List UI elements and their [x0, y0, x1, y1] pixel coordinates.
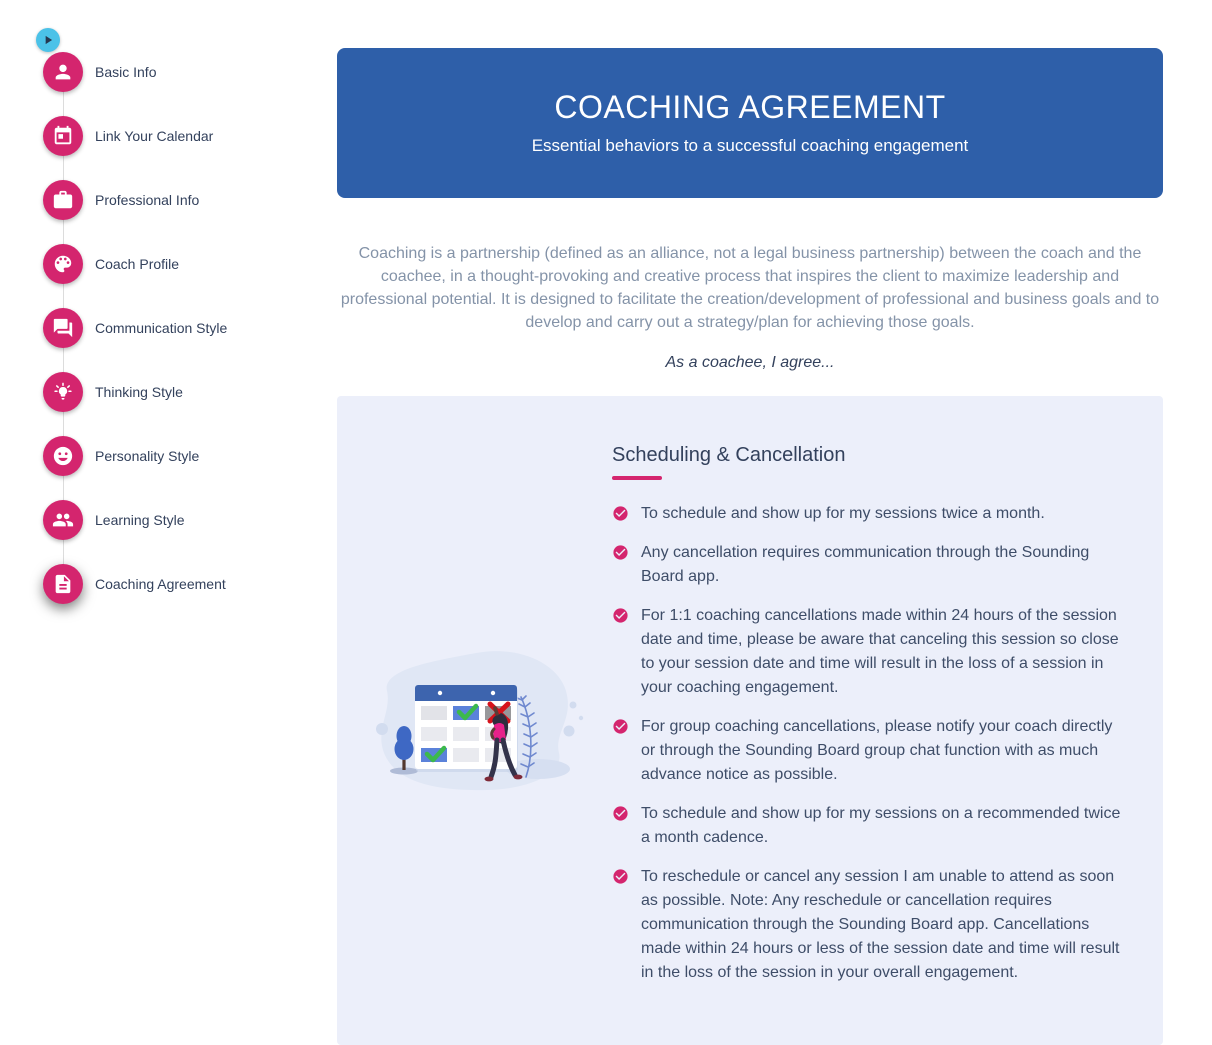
- check-circle-icon: [612, 607, 629, 624]
- sidebar-item-learning-style[interactable]: [43, 500, 313, 540]
- step-circle: [43, 244, 83, 284]
- agreement-item: [612, 502, 1127, 526]
- sidebar-item-label: Learning Style: [95, 512, 185, 528]
- hero-banner: [337, 48, 1163, 198]
- sidebar-item-label: Professional Info: [95, 192, 200, 208]
- page-subtitle: Essential behaviors to a successful coaching engagement: [531, 135, 969, 155]
- agreement-card: [337, 396, 1163, 1045]
- check-circle-icon: [612, 718, 629, 735]
- sidebar-item-professional-info[interactable]: [43, 180, 313, 220]
- lightbulb-icon: [52, 381, 74, 403]
- group-icon: [52, 509, 74, 531]
- palette-icon: [52, 253, 74, 275]
- illustration-panel: [337, 396, 612, 1045]
- agreement-item-text: For group coaching cancellations, please notify your coach directly or through the Sounding Board group chat function with as much advance notice as possible.: [641, 718, 1113, 783]
- sidebar-item-label: Link Your Calendar: [95, 128, 214, 144]
- agreement-item: [612, 802, 1127, 850]
- play-icon: [41, 33, 55, 47]
- document-icon: [52, 573, 74, 595]
- intro-paragraph: Coaching is a partnership (defined as an alliance, not a legal business partnership) between the coach and the coachee, in a thought-provoking and creative process that inspires the client to maximize leadership and professional potential. It is designed to facilitate the creation/development of professional and business goals and to develop and carry out a strategy/plan for achieving those goals.: [340, 245, 1160, 331]
- agreement-item-text: For 1:1 coaching cancellations made within 24 hours of the session date and time, please be aware that canceling this session so close to your session date and time will result in the loss of a session in your coaching engagement.: [641, 607, 1119, 696]
- agreement-item-text: To schedule and show up for my sessions on a recommended twice a month cadence.: [641, 805, 1121, 846]
- sidebar-item-label: Communication Style: [95, 320, 228, 336]
- check-circle-icon: [612, 544, 629, 561]
- stepper-sidebar: [43, 40, 313, 628]
- step-circle: [43, 500, 83, 540]
- briefcase-icon: [52, 189, 74, 211]
- stepper-steps: [43, 40, 313, 604]
- agreement-item: [612, 715, 1127, 787]
- step-circle: [43, 436, 83, 476]
- sidebar-item-coaching-agreement[interactable]: [43, 564, 313, 604]
- sidebar-item-coach-profile[interactable]: [43, 244, 313, 284]
- sidebar-item-personality-style[interactable]: [43, 436, 313, 476]
- agreement-item-text: To reschedule or cancel any session I am unable to attend as soon as possible. Note: Any reschedule or cancellation requires communication through the Sounding Board app. Cancellations made within 24 hours or less of the session date and time will result in the loss of the session in your overall engagement.: [641, 868, 1120, 981]
- check-circle-icon: [612, 805, 629, 822]
- agreement-list: [612, 502, 1127, 985]
- agreement-item-text: To schedule and show up for my sessions twice a month.: [641, 505, 1045, 522]
- sidebar-item-thinking-style[interactable]: [43, 372, 313, 412]
- sidebar-item-link-your-calendar[interactable]: [43, 116, 313, 156]
- sidebar-item-label: Personality Style: [95, 448, 200, 464]
- step-circle: [43, 116, 83, 156]
- agree-line: As a coachee, I agree...: [665, 354, 835, 371]
- section-title-underline: [612, 476, 662, 480]
- page-title: COACHING AGREEMENT: [554, 88, 946, 125]
- sidebar-item-communication-style[interactable]: [43, 308, 313, 348]
- agreement-item: [612, 604, 1127, 700]
- smiley-icon: [52, 445, 74, 467]
- check-circle-icon: [612, 868, 629, 885]
- person-icon: [52, 61, 74, 83]
- sidebar-item-label: Coaching Agreement: [95, 576, 226, 592]
- chat-icon: [52, 317, 74, 339]
- step-circle: [43, 180, 83, 220]
- sidebar-item-label: Thinking Style: [95, 384, 183, 400]
- play-button[interactable]: [36, 28, 60, 52]
- agreement-item: [612, 865, 1127, 985]
- check-circle-icon: [612, 505, 629, 522]
- section-title: Scheduling & Cancellation: [612, 444, 846, 466]
- main-content: [337, 48, 1163, 1045]
- step-circle: [43, 52, 83, 92]
- sidebar-item-label: Basic Info: [95, 64, 157, 80]
- agreement-item: [612, 541, 1127, 589]
- step-circle: [43, 372, 83, 412]
- calendar-cancellation-illustration: [360, 641, 590, 801]
- calendar-icon: [52, 125, 74, 147]
- sidebar-item-label: Coach Profile: [95, 256, 180, 272]
- step-circle: [43, 308, 83, 348]
- sidebar-item-basic-info[interactable]: [43, 52, 313, 92]
- agreement-item-text: Any cancellation requires communication through the Sounding Board app.: [641, 544, 1090, 585]
- step-circle: [43, 564, 83, 604]
- agreement-content: [612, 396, 1163, 1045]
